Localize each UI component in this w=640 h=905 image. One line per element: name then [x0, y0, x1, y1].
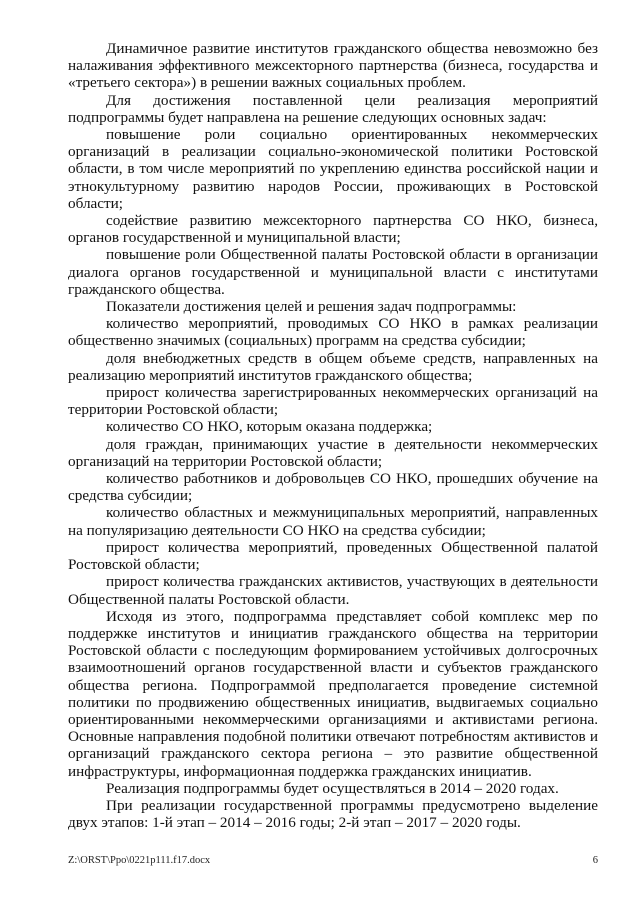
footer-file-path: Z:\ORST\Ppo\0221p111.f17.docx: [68, 855, 211, 866]
paragraph-intro: Динамичное развитие институтов гражданского общества невозможно без налаживания эффективного межсекторного партнерства (бизнеса, государства и «третьего сектора») в решении важных социальных проблем.: [68, 40, 598, 92]
indicator-item: доля внебюджетных средств в общем объеме средств, направленных на реализацию мероприятий институтов гражданского общества;: [68, 349, 598, 384]
paragraph-period: Реализация подпрограммы будет осуществляться в 2014 – 2020 годах.: [106, 779, 559, 797]
indicator-item: прирост количества гражданских активистов, участвующих в деятельности Общественной палаты Ростовской области.: [68, 573, 598, 608]
task-item: повышение роли социально ориентированных некоммерческих организаций в реализации социально-экономической политики Ростовской области, в том числе мероприятий по укреплению единства российской нации и этнокультурному развитию народов России, проживающих в Ростовской области;: [68, 126, 598, 212]
paragraph-stages: При реализации государственной программы предусмотрено выделение двух этапов: 1-й этап – 2014 – 2016 годы; 2-й этап – 2017 – 2020 годы.: [68, 796, 598, 832]
document-body: [68, 40, 598, 831]
indicator-item: прирост количества мероприятий, проведенных Общественной палатой Ростовской области;: [68, 538, 598, 574]
indicator-item: прирост количества зарегистрированных некоммерческих организаций на территории Ростовской области;: [68, 384, 598, 419]
task-item: содействие развитию межсекторного партнерства СО НКО, бизнеса, органов государственной и муниципальной власти;: [68, 212, 598, 247]
indicator-item: количество мероприятий, проводимых СО НКО в рамках реализации общественно значимых (социальных) программ на средства субсидии;: [68, 315, 598, 350]
paragraph-tasks-intro: Для достижения поставленной цели реализация мероприятий подпрограммы будет направлена на решение следующих основных задач:: [68, 91, 598, 126]
paragraph-summary: Исходя из этого, подпрограмма представляет собой комплекс мер по поддержке институтов и инициатив гражданского общества на территории Ростовской области с последующим формированием устойчивых долгосрочных взаимоотношений органов государственной власти и субъектов гражданского общества региона. Подпрограммой предполагается проведение системной политики по продвижению общественных инициатив, выдвигаемых социально ориентированными некоммерческими организациями и активистами региона. Основные направления подобной политики отвечают потребностям активистов и организаций гражданского сектора региона – это развитие общественной инфраструктуры, информационная поддержка гражданских инициатив.: [68, 607, 598, 780]
page-number: 6: [592, 855, 598, 866]
indicator-item: доля граждан, принимающих участие в деятельности некоммерческих организаций на территории Ростовской области;: [68, 435, 598, 470]
indicators-heading: Показатели достижения целей и решения задач подпрограммы:: [106, 298, 517, 316]
task-item: повышение роли Общественной палаты Ростовской области в организации диалога органов государственной и муниципальной власти с институтами гражданского общества.: [68, 246, 598, 298]
indicator-item: количество СО НКО, которым оказана поддержка;: [106, 418, 433, 436]
indicator-item: количество работников и добровольцев СО НКО, прошедших обучение на средства субсидии;: [68, 470, 598, 505]
indicator-item: количество областных и межмуниципальных мероприятий, направленных на популяризацию деятельности СО НКО на средства субсидии;: [68, 504, 598, 539]
